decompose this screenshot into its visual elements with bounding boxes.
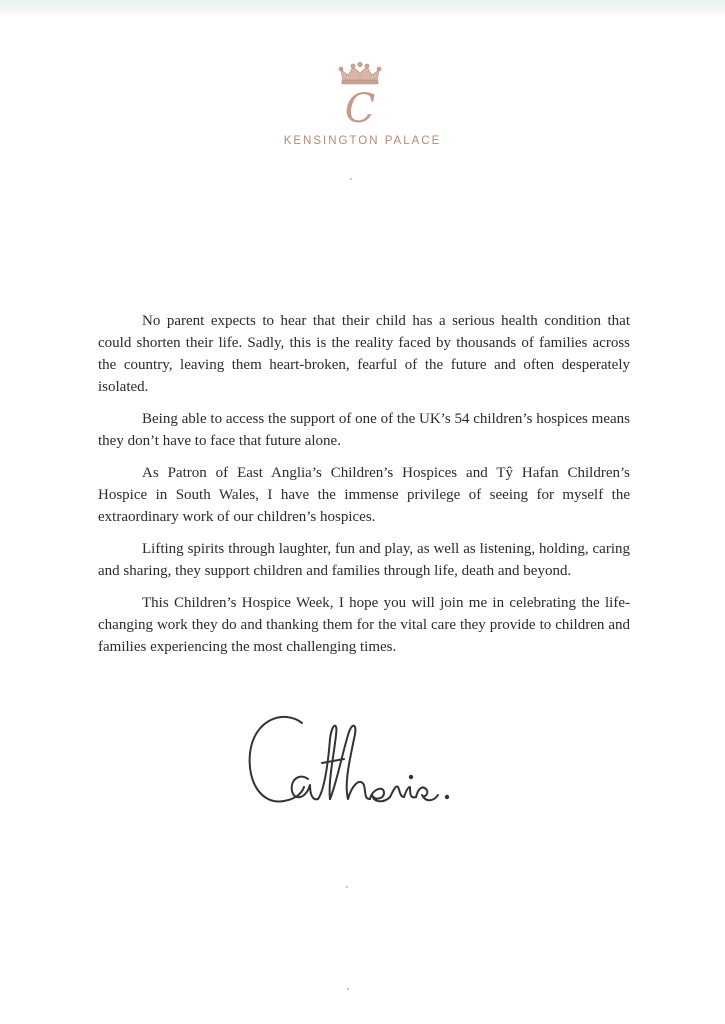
letterhead-title: KENSINGTON PALACE	[283, 135, 442, 147]
paragraph: As Patron of East Anglia’s Children’s Hospices and Tŷ Hafan Children’s Hospice in South Wales, I have the immense privilege of seeing for myself the extraordinary work of our children’s hospices.	[98, 465, 630, 525]
monogram-letter: C	[344, 86, 376, 132]
paragraph: Lifting spirits through laughter, fun and play, as well as listening, holding, caring and sharing, they support children and families through life, death and beyond.	[98, 541, 630, 579]
paragraph: Being able to access the support of one of the UK’s 54 children’s hospices means they don’t have to face that future alone.	[98, 411, 630, 449]
paragraph: No parent expects to hear that their child has a serious health condition that could shorten their life. Sadly, this is the reality faced by thousands of families across the country, leaving them heart-broken, fearful of the future and often desperately isolated.	[98, 313, 630, 395]
scan-speck	[346, 886, 348, 888]
letter-body	[98, 310, 630, 668]
crown-monogram-icon	[335, 62, 385, 132]
scan-speck	[350, 178, 352, 180]
scan-edge	[0, 0, 725, 18]
paragraph: This Children’s Hospice Week, I hope you will join me in celebrating the life-changing work they do and thanking them for the vital care they provide to children and families experiencing the most challenging times.	[98, 595, 630, 655]
signature	[244, 705, 454, 815]
scan-speck	[347, 988, 349, 990]
